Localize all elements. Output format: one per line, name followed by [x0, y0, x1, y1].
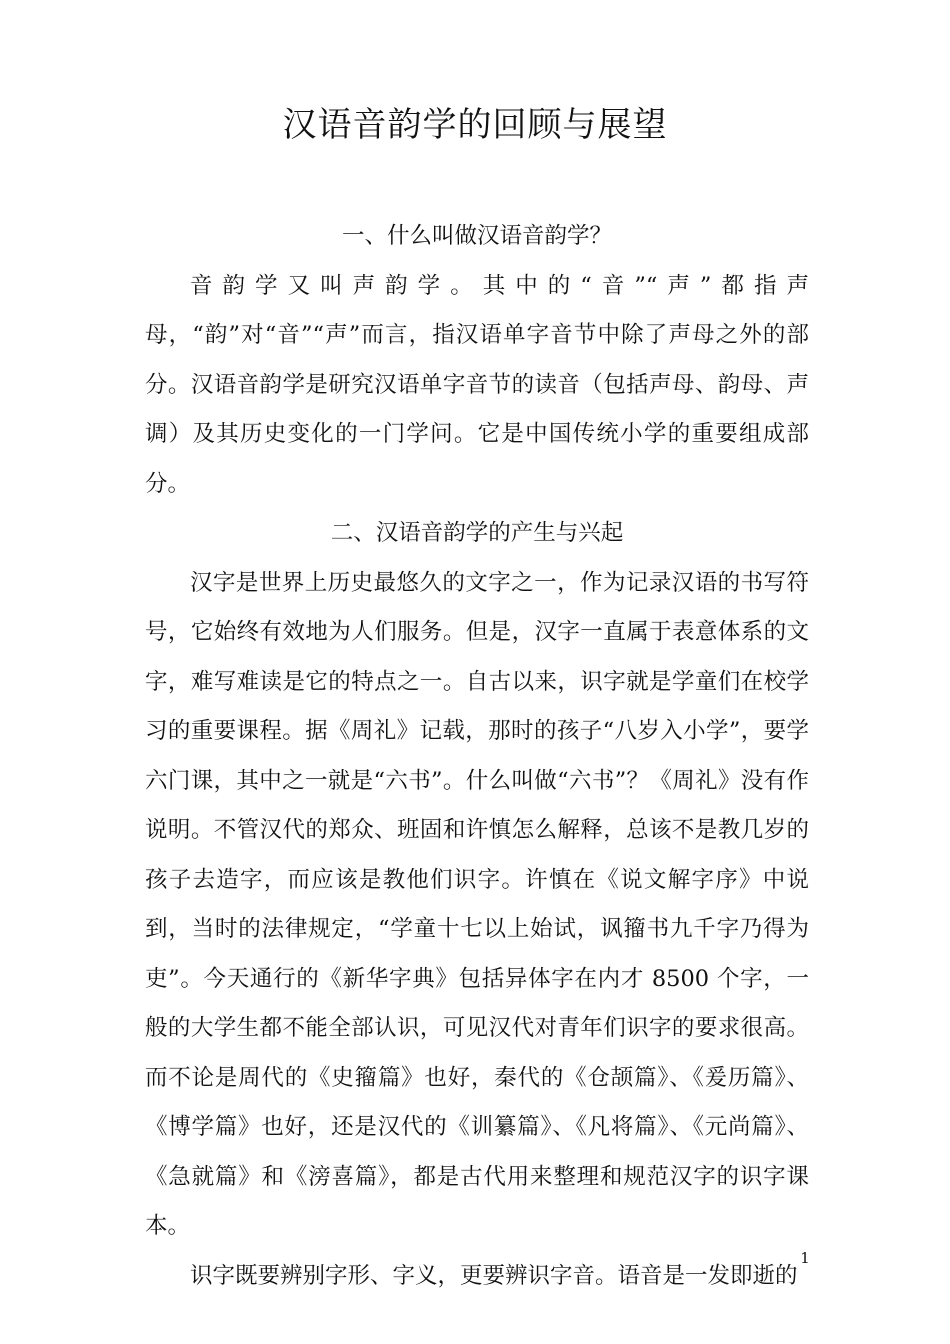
- document-title: 汉语音韵学的回顾与展望: [282, 105, 668, 145]
- paragraph-1: 音韵学又叫声韵学。其中的“音”“声”都指声母，“韵”对“音”“声”而言，指汉语单字音节中除了声母之外的部分。汉语音韵学是研究汉语单字音节的读音（包括声母、韵母、声调）及其历史变化的一门学问。它是中国传统小学的重要组成部分。: [145, 272, 809, 497]
- paragraph-3: 识字既要辨别字形、字义，更要辨识字音。语音是一发即逝的: [190, 1262, 798, 1289]
- document-body: [145, 212, 809, 1301]
- paragraph-2: 汉字是世界上历史最悠久的文字之一，作为记录汉语的书写符号，它始终有效地为人们服务。但是，汉字一直属于表意体系的文字，难写难读是它的特点之一。自古以来，识字就是学童们在校学习的重要课程。据《周礼》记载，那时的孩子“八岁入小学”，要学六门课，其中之一就是“六书”。什么叫做“六书”？《周礼》没有作说明。不管汉代的郑众、班固和许慎怎么解释，总该不是教几岁的孩子去造字，而应该是教他们识字。许慎在《说文解字序》中说到，当时的法律规定，“学童十七以上始试，讽籀书九千字乃得为吏”。今天通行的《新华字典》包括异体字在内才 8500 个字，一般的大学生都不能全部认识，可见汉代对青年们识字的要求很高。而不论是周代的《史籀篇》也好，秦代的《仓颉篇》、《爰历篇》、《博学篇》也好，还是汉代的《训纂篇》、《凡将篇》、《元尚篇》、《急就篇》和《滂喜篇》，都是古代用来整理和规范汉字的识字课本。: [145, 569, 809, 1239]
- section-heading-2: 二、汉语音韵学的产生与兴起: [330, 520, 624, 546]
- page-number: 1: [800, 1249, 810, 1267]
- section-heading-1: 一、什么叫做汉语音韵学？: [341, 223, 612, 249]
